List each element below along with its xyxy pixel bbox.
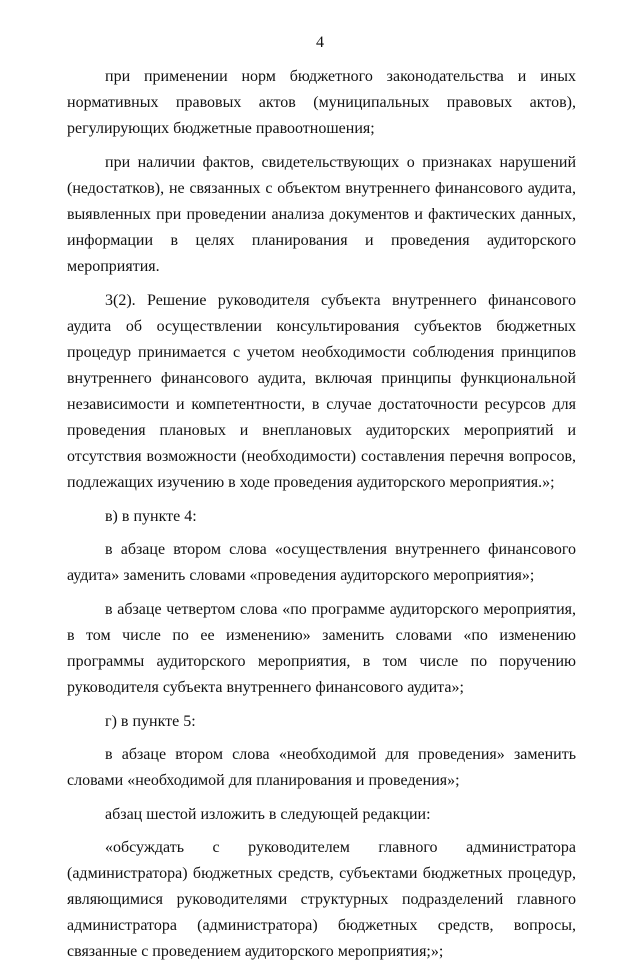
document-body bbox=[67, 64, 576, 973]
page-number: 4 bbox=[316, 34, 324, 51]
paragraph-2: при наличии фактов, свидетельствующих о признаках нарушений (недостатков), не связанных с объектом внутреннего финансового аудита, выявленных при проведении анализа документов и фактических данных, информации в целях планирования и проведения аудиторского мероприятия. bbox=[67, 154, 576, 275]
paragraph-4: в) в пункте 4: bbox=[105, 508, 197, 525]
paragraph-1: при применении норм бюджетного законодательства и иных нормативных правовых актов (муниципальных правовых актов), регулирующих бюджетные правоотношения; bbox=[67, 68, 576, 137]
paragraph-6: в абзаце четвертом слова «по программе аудиторского мероприятия, в том числе по ее изменению» заменить словами «по изменению программы аудиторского мероприятия, в том числе по поручению руководителя субъекта внутреннего финансового аудита»; bbox=[67, 601, 576, 696]
paragraph-7: г) в пункте 5: bbox=[105, 713, 196, 730]
paragraph-5: в абзаце втором слова «осуществления внутреннего финансового аудита» заменить словами «проведения аудиторского мероприятия»; bbox=[67, 541, 576, 584]
paragraph-3: 3(2). Решение руководителя субъекта внутреннего финансового аудита об осуществлении консультирования субъектов бюджетных процедур принимается с учетом необходимости соблюдения принципов внутреннего финансового аудита, включая принципы функциональной независимости и компетентности, в случае достаточности ресурсов для проведения плановых и внеплановых аудиторских мероприятий и отсутствия возможности (необходимости) составления перечня вопросов, подлежащих изучению в ходе проведения аудиторского мероприятия.»; bbox=[67, 292, 576, 491]
paragraph-9: абзац шестой изложить в следующей редакции: bbox=[105, 806, 431, 823]
paragraph-10: «обсуждать с руководителем главного администратора (администратора) бюджетных средств, субъектами бюджетных процедур, являющимися руководителями структурных подразделений главного администратора (администратора) бюджетных средств, вопросы, связанные с проведением аудиторского мероприятия;»; bbox=[67, 839, 576, 960]
paragraph-8: в абзаце втором слова «необходимой для проведения» заменить словами «необходимой для планирования и проведения»; bbox=[67, 746, 576, 789]
